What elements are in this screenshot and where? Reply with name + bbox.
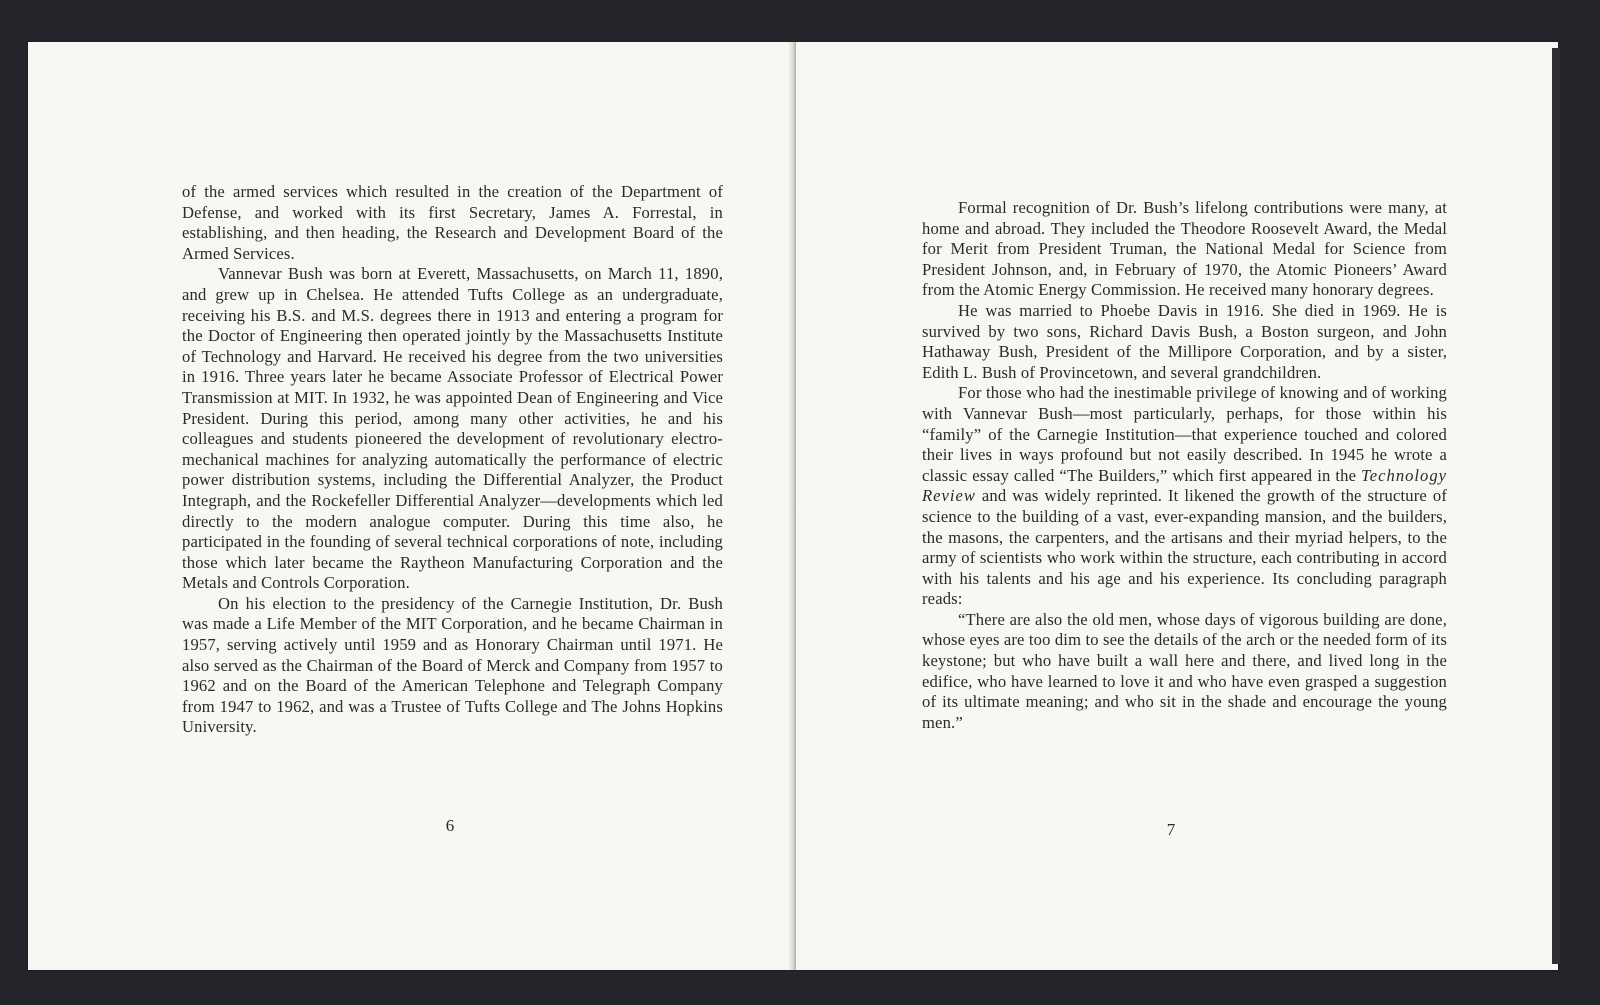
paragraph: of the armed services which resulted in the creation of the Department of Defense, and worked with its first Secretary, James A. Forrestal, in establishing, and then heading, the Research and Development Board of the Armed Services. <box>182 182 723 263</box>
left-page <box>28 42 792 970</box>
paragraph: Vannevar Bush was born at Everett, Massachusetts, on March 11, 1890, and grew up in Chelsea. He attended Tufts College as an undergraduate, receiving his B.S. and M.S. degrees there in 1913 and entering a program for the Doctor of Engineering then operated jointly by the Massachusetts Institute of Technology and Harvard. He received his degree from the two universities in 1916. Three years later he became Associate Professor of Electrical Power Transmission at MIT. In 1932, he was appointed Dean of Engineering and Vice President. During this period, among many other activities, he and his colleagues and students pioneered the development of revolutionary electro-mechanical machines for analyzing automatically the performance of electric power distribution systems, including the Differential Analyzer, the Product Integraph, and the Rockefeller Differential Analyzer—developments which led directly to the modern analogue computer. During this time also, he participated in the founding of several technical corporations of note, including those which later became the Raytheon Manufacturing Corporation and the Metals and Controls Corporation. <box>182 264 723 593</box>
paragraph: He was married to Phoebe Davis in 1916. She died in 1969. He is survived by two sons, Richard Davis Bush, a Boston surgeon, and John Hathaway Bush, President of the Millipore Corporation, and by a sister, Edith L. Bush of Provincetown, and several grandchildren. <box>922 300 1447 382</box>
book-spread <box>28 42 1558 970</box>
journal-title: Technology Review <box>922 465 1447 506</box>
page-number: 6 <box>445 816 455 835</box>
paragraph-text: For those who had the inestimable privilege of knowing and of working with Vannevar Bush—most particularly, perhaps, for those within his “family” of the Carnegie Institution—that experience touched and colored their lives in ways profound but not easily described. In 1945 he wrote a classic essay called “The Builders,” which first appeared in the <box>922 383 1447 485</box>
left-page-text <box>182 182 723 738</box>
right-page-text <box>922 198 1447 733</box>
paragraph <box>922 383 1447 610</box>
right-page <box>796 42 1558 970</box>
page-number: 7 <box>1166 820 1176 839</box>
paragraph-text: and was widely reprinted. It likened the growth of the structure of science to the building of a vast, ever-expanding mansion, and the builders, the masons, the carpenters, and the artisans and their myriad helpers, to the army of scientists who work within the structure, each contributing in accord with his talents and his age and his experience. Its concluding paragraph reads: <box>922 486 1447 609</box>
paragraph: On his election to the presidency of the Carnegie Institution, Dr. Bush was made a Life Member of the MIT Corporation, and he became Chairman in 1957, serving actively until 1959 and as Honorary Chairman until 1971. He also served as the Chairman of the Board of Merck and Company from 1957 to 1962 and on the Board of the American Telephone and Telegraph Company from 1947 to 1962, and was a Trustee of Tufts College and The Johns Hopkins University. <box>182 593 723 737</box>
page-edge <box>1552 48 1560 964</box>
paragraph: Formal recognition of Dr. Bush’s lifelong contributions were many, at home and abroad. They included the Theodore Roosevelt Award, the Medal for Merit from President Truman, the National Medal for Science from President Johnson, and, in February of 1970, the Atomic Pioneers’ Award from the Atomic Energy Commission. He received many honorary degrees. <box>922 198 1447 300</box>
quote-paragraph: “There are also the old men, whose days of vigorous building are done, whose eyes are too dim to see the details of the arch or the needed form of its keystone; but who have built a wall here and there, and lived long in the edifice, who have learned to love it and who have even grasped a suggestion of its ultimate meaning; and who sit in the shade and encourage the young men.” <box>922 609 1447 732</box>
